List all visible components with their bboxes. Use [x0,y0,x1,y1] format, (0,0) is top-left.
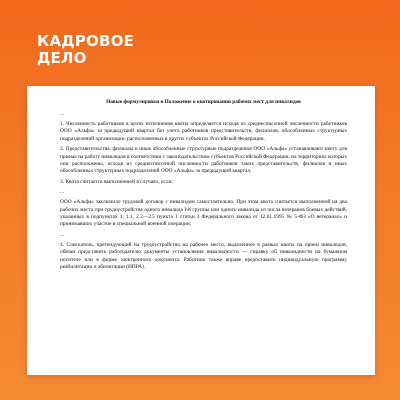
paragraph-1: 1. Численность работников в целях исполнения квоты определяется исходя из среднесписочной численности работников ООО «Альфа» за предыдущий квартал без учета работников представительств, филиалов, обособленных структурных подразделений организации, расположенных в других субъектах Российской Федерации. [60,121,347,142]
paragraph-3: 3. Квота считается выполненной в случаях, если: [60,178,173,185]
paragraph-2: 2. Представительства, филиалы и иные обособленные структурные подразделения ООО «Альфа» устанавливают квоту для приема на работу инвалидов в соответствии с законодательством субъектов Российской Федерации, на территориях которых они расположены, исходя из среднесписочной численности работников таких представительств, филиалов и иных обособленных структурных подразделений ООО «Альфа» за предыдущий квартал. [60,146,347,175]
brand-line-2: ДЕЛО [37,49,87,67]
ellipsis: ... [60,111,65,117]
ellipsis: ... [60,231,65,238]
brand-logo [37,33,134,67]
paragraph-4: 4. Соискатель, претендующий на трудоустройство на рабочее место, выделенное в рамках квоты на прием инвалидов, обязан представить работодателю документы установления инвалидности — справку об инвалидности на бумажном носителе или в форме электронного документа. Работник также вправе предоставить индивидуальную программу реабилитации и абилитации (ИПРА). [60,241,347,271]
ellipsis: ... [60,189,65,196]
paragraph-quota-condition: ООО «Альфа» заключило трудовой договор с инвалидом самостоятельно. При этом квота считается выполненной на два рабочих места при трудоустройстве одного инвалида I-й группы или одного инвалида из числа ветеранов боевых действий, указанных в подпунктах 1, 1.1, 2.2—2.5 пункта 1 статьи 3 Федерального закона от 12.01.1995 № 5-ФЗ «О ветеранах» и принимавших участие в специальной военной операции; [60,199,347,228]
document-title: Новые формулировки в Положение о квотировании рабочих мест для инвалидов [106,99,301,105]
brand-line-1: КАДРОВОЕ [37,32,135,50]
document-sheet [27,86,375,375]
